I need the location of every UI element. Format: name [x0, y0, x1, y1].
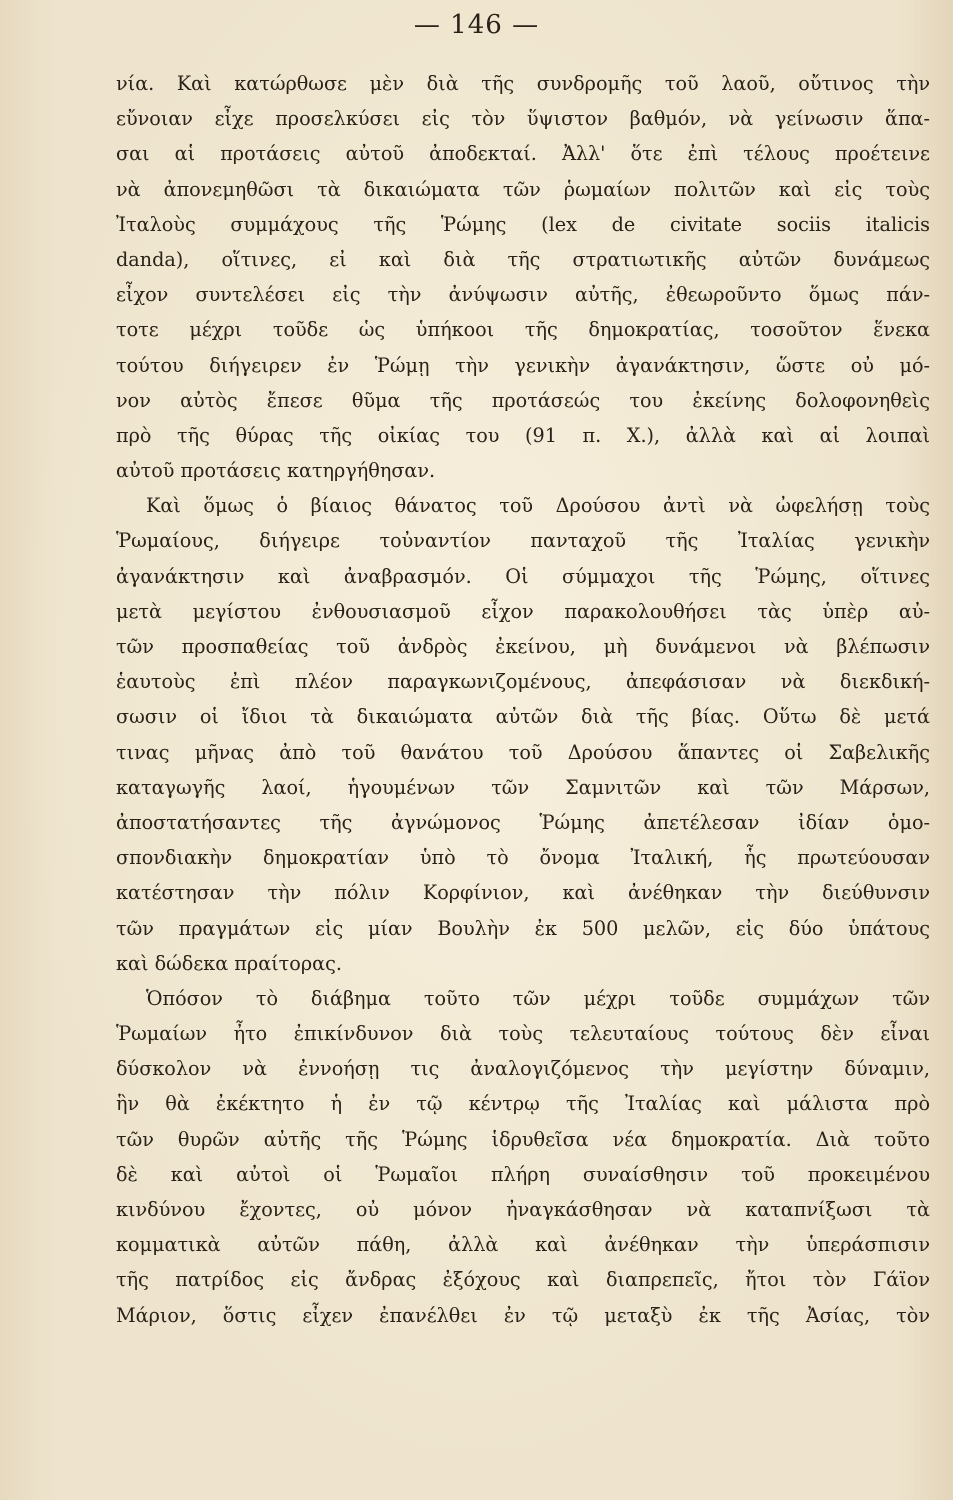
text-line: τῶν προσπαθείας τοῦ ἀνδρὸς ἐκείνου, μὴ δυνάμενοι νὰ βλέπωσιν	[116, 635, 930, 658]
text-line: καὶ δώδεκα πραίτορας.	[116, 951, 342, 975]
text-line: Καὶ ὅμως ὁ βίαιος θάνατος τοῦ Δρούσου ἀντὶ νὰ ὠφελήσῃ τοὺς	[146, 494, 930, 518]
text-line: αὐτοῦ προτάσεις κατηργήθησαν.	[116, 459, 436, 483]
text-line: τῆς πατρίδος εἰς ἄνδρας ἐξόχους καὶ διαπρεπεῖς, ἤτοι τὸν Γάϊον	[116, 1268, 930, 1292]
text-line: εἶχον συντελέσει εἰς τὴν ἀνύψωσιν αὐτῆς, ἐθεωροῦντο ὅμως πάν-	[116, 283, 930, 307]
text-line: Μάριον, ὅστις εἶχεν ἐπανέλθει ἐν τῷ μεταξὺ ἐκ τῆς Ἀσίας, τὸν	[116, 1303, 930, 1327]
text-line: ἑαυτοὺς ἐπὶ πλέον παραγκωνιζομένους, ἀπεφάσισαν νὰ διεκδική-	[116, 670, 930, 694]
text-line: Ἰταλοὺς συμμάχους τῆς Ῥώμης (lex de civitate sociis italicis	[116, 212, 930, 236]
text-line: Ὁπόσον τὸ διάβημα τοῦτο τῶν μέχρι τοῦδε συμμάχων τῶν	[146, 986, 930, 1010]
text-line: τούτου διήγειρεν ἐν Ῥώμῃ τὴν γενικὴν ἀγανάκτησιν, ὥστε οὐ μό-	[116, 353, 930, 377]
text-line: ἀποστατήσαντες τῆς ἀγνώμονος Ῥώμης ἀπετέλεσαν ἰδίαν ὁμο-	[116, 810, 930, 834]
text-line: νὰ ἀπονεμηθῶσι τὰ δικαιώματα τῶν ῥωμαίων πολιτῶν καὶ εἰς τοὺς	[116, 177, 930, 201]
page-number: — 146 —	[413, 10, 540, 40]
text-line: τινας μῆνας ἀπὸ τοῦ θανάτου τοῦ Δρούσου ἅπαντες οἱ Σαβελικῆς	[116, 740, 930, 764]
text-line: σπονδιακὴν δημοκρατίαν ὑπὸ τὸ ὄνομα Ἰταλική, ἧς πρωτεύουσαν	[116, 846, 930, 870]
text-line: πρὸ τῆς θύρας τῆς οἰκίας του (91 π. Χ.), ἀλλὰ καὶ αἱ λοιπαὶ	[116, 423, 930, 447]
text-line: danda), οἵτινες, εἰ καὶ διὰ τῆς στρατιωτικῆς αὐτῶν δυνάμεως	[116, 247, 930, 271]
text-line: δύσκολον νὰ ἐννοήσῃ τις ἀναλογιζόμενος τὴν μεγίστην δύναμιν,	[116, 1057, 930, 1081]
body-text	[116, 66, 930, 1333]
text-line: σαι αἱ προτάσεις αὐτοῦ ἀποδεκταί. Ἀλλ' ὅτε ἐπὶ τέλους προέτεινε	[116, 142, 930, 166]
text-line: σωσιν οἱ ἴδιοι τὰ δικαιώματα αὐτῶν διὰ τῆς βίας. Οὕτω δὲ μετά	[116, 705, 930, 729]
text-line: κινδύνου ἔχοντες, οὐ μόνον ἠναγκάσθησαν νὰ καταπνίξωσι τὰ	[116, 1198, 930, 1221]
text-line: ἀγανάκτησιν καὶ ἀναβρασμόν. Οἱ σύμμαχοι τῆς Ῥώμης, οἵτινες	[116, 564, 930, 588]
text-line: κομματικὰ αὐτῶν πάθη, ἀλλὰ καὶ ἀνέθηκαν τὴν ὑπεράσπισιν	[116, 1233, 930, 1257]
text-line: τοτε μέχρι τοῦδε ὡς ὑπήκοοι τῆς δημοκρατίας, τοσοῦτον ἕνεκα	[116, 318, 930, 342]
text-line: νία. Καὶ κατώρθωσε μὲν διὰ τῆς συνδρομῆς τοῦ λαοῦ, οὔτινος τὴν	[116, 72, 930, 95]
text-line: μετὰ μεγίστου ἐνθουσιασμοῦ εἶχον παρακολουθήσει τὰς ὑπὲρ αὐ-	[116, 599, 930, 623]
text-line: τῶν θυρῶν αὐτῆς τῆς Ῥώμης ἱδρυθεῖσα νέα δημοκρατία. Διὰ τοῦτο	[116, 1127, 930, 1151]
text-line: τῶν πραγμάτων εἰς μίαν Βουλὴν ἐκ 500 μελῶν, εἰς δύο ὑπάτους	[116, 916, 930, 940]
paragraph-2	[116, 488, 930, 981]
paragraph-1	[116, 66, 930, 488]
text-line: Ῥωμαίων ἦτο ἐπικίνδυνον διὰ τοὺς τελευταίους τούτους δὲν εἶναι	[116, 1022, 930, 1046]
text-line: δὲ καὶ αὐτοὶ οἱ Ῥωμαῖοι πλήρη συναίσθησιν τοῦ προκειμένου	[116, 1162, 930, 1186]
text-line: ἣν θὰ ἐκέκτητο ἡ ἐν τῷ κέντρῳ τῆς Ἰταλίας καὶ μάλιστα πρὸ	[116, 1092, 930, 1116]
text-line: εὔνοιαν εἶχε προσελκύσει εἰς τὸν ὕψιστον βαθμόν, νὰ γείνωσιν ἅπα-	[116, 107, 930, 131]
text-line: νον αὐτὸς ἔπεσε θῦμα τῆς προτάσεώς του ἐκείνης δολοφονηθεὶς	[116, 388, 930, 412]
text-line: Ῥωμαίους, διήγειρε τοὐναντίον πανταχοῦ τῆς Ἰταλίας γενικὴν	[116, 529, 930, 553]
text-line: καταγωγῆς λαοί, ἡγουμένων τῶν Σαμνιτῶν καὶ τῶν Μάρσων,	[116, 775, 930, 799]
paragraph-3	[116, 981, 930, 1333]
text-line: κατέστησαν τὴν πόλιν Κορφίνιον, καὶ ἀνέθηκαν τὴν διεύθυνσιν	[116, 881, 930, 905]
